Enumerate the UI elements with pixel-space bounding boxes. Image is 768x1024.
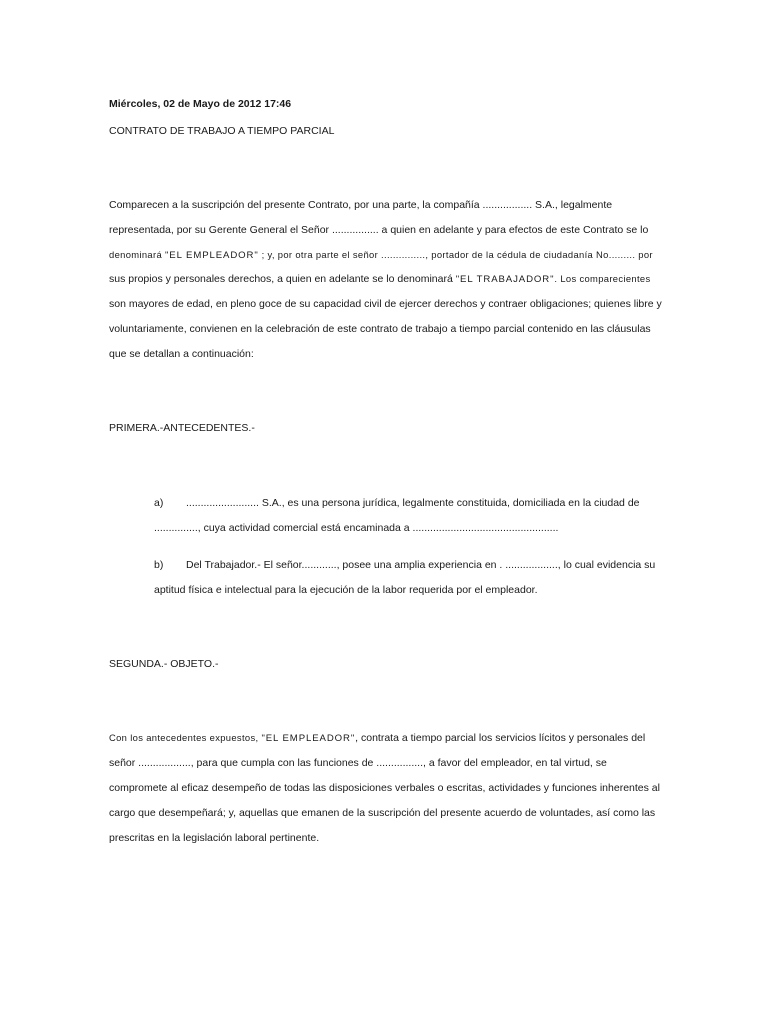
section-heading-segunda: SEGUNDA.- OBJETO.-: [109, 658, 219, 670]
item-a-line-1: ......................... S.A., es una persona jurídica, legalmente constituida, domiciliada en la ciudad de: [186, 497, 640, 509]
intro-line-1: Comparecen a la suscripción del presente Contrato, por una parte, la compañía ................. S.A., legalmente: [109, 199, 613, 211]
intro-line-2: representada, por su Gerente General el Señor ................ a quien en adelante y para efectos de este Contrato se lo: [109, 224, 649, 236]
intro-line-4: [109, 272, 651, 287]
intro-line-3-c: ; y, por otra parte el señor ..............., portador de la cédula de ciudadanía No......... por: [258, 249, 653, 260]
intro-line-3: [109, 248, 653, 263]
section-heading-primera: PRIMERA.-ANTECEDENTES.-: [109, 422, 255, 434]
item-b-marker: b): [154, 559, 164, 571]
item-b-line-1: Del Trabajador.- El señor............, posee una amplia experiencia en . .................., lo cual evidencia su: [186, 559, 656, 571]
document-title: CONTRATO DE TRABAJO A TIEMPO PARCIAL: [109, 125, 335, 137]
item-a-marker: a): [154, 497, 164, 509]
intro-line-4-a: sus propios y personales derechos, a quien en adelante se lo denominará: [109, 273, 456, 285]
segunda-line-1-a: Con los antecedentes expuestos,: [109, 732, 262, 743]
segunda-line-5: prescritas en la legislación laboral pertinente.: [109, 832, 320, 844]
segunda-line-4: cargo que desempeñará; y, aquellas que emanen de la suscripción del presente acuerdo de voluntades, así como las: [109, 807, 656, 819]
employer-term-2: "EL EMPLEADOR": [261, 733, 356, 744]
segunda-line-1: [109, 731, 645, 746]
intro-line-7: que se detallan a continuación:: [109, 348, 254, 360]
segunda-line-1-c: , contrata a tiempo parcial los servicios lícitos y personales del: [355, 732, 646, 744]
employer-term: "EL EMPLEADOR": [164, 250, 259, 261]
segunda-line-3: compromete al eficaz desempeño de todas las disposiciones verbales o escritas, actividades y funciones inherentes al: [109, 782, 660, 794]
item-a-line-2: ..............., cuya actividad comercial está encaminada a ..................................................: [154, 522, 559, 534]
document-date: Miércoles, 02 de Mayo de 2012 17:46: [109, 98, 292, 110]
item-b-line-2: aptitud física e intelectual para la ejecución de la labor requerida por el empleador.: [154, 584, 538, 596]
intro-line-4-c: . Los comparecientes: [554, 273, 651, 284]
intro-line-3-a: denominará: [109, 249, 165, 260]
segunda-line-2: señor .................., para que cumpla con las funciones de ................, a favor del empleador, en tal virtud, se: [109, 757, 607, 769]
intro-line-6: voluntariamente, convienen en la celebración de este contrato de trabajo a tiempo parcial contenido en las cláusulas: [109, 323, 651, 335]
intro-line-5: son mayores de edad, en pleno goce de su capacidad civil de ejercer derechos y contraer obligaciones; quienes libre y: [109, 298, 662, 310]
worker-term: "EL TRABAJADOR": [455, 274, 555, 285]
